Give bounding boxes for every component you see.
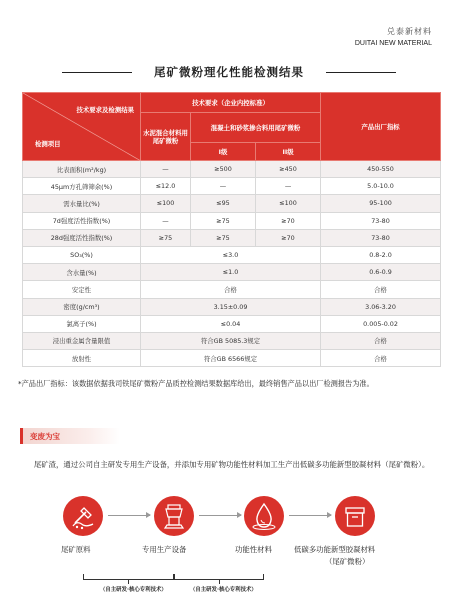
- cell-requirement: 符合GB 5085.3规定: [141, 332, 321, 349]
- footnote: *产品出厂指标：该数据依据我司铁尾矿微粉产品质控检测结果数据库给出，最终销售产品以出厂检测报告为准。: [18, 379, 374, 388]
- cell-level1-requirement: ≥75: [191, 229, 256, 246]
- cell-requirement: 符合GB 6566规定: [141, 350, 321, 367]
- cell-product-result: 合格: [321, 350, 441, 367]
- table-row: [23, 315, 441, 332]
- cell-level2-requirement: ≤100: [256, 195, 321, 212]
- table-row: [23, 178, 441, 195]
- cell-test-item: 需水量比(%): [23, 195, 141, 212]
- header-level-1: I级: [191, 143, 256, 161]
- table-row: [23, 332, 441, 349]
- cell-cement-requirement: —: [141, 212, 191, 229]
- title-rule-right: [326, 72, 396, 73]
- cell-product-result: 450-550: [321, 161, 441, 178]
- cell-level2-requirement: ≥450: [256, 161, 321, 178]
- cell-requirement: 合格: [141, 281, 321, 298]
- header-tech-requirements: 技术要求（企业内控标准）: [141, 93, 321, 113]
- step-label-3: 功能性材料: [235, 545, 272, 554]
- cell-level1-requirement: ≥75: [191, 212, 256, 229]
- table-row: [23, 264, 441, 281]
- header-cement-use: 水泥混合材料用尾矿微粉: [141, 113, 191, 161]
- cell-product-result: 合格: [321, 281, 441, 298]
- brand-name-en: DUITAI NEW MATERIAL: [354, 40, 432, 47]
- section-accent-bar: [20, 428, 23, 444]
- cell-cement-requirement: ≥75: [141, 229, 191, 246]
- cell-product-result: 合格: [321, 332, 441, 349]
- process-flow: [0, 496, 458, 614]
- cell-test-item: 45μm方孔筛筛余(%): [23, 178, 141, 195]
- table-row: [23, 229, 441, 246]
- table-row: [23, 161, 441, 178]
- cell-product-result: 0.005-0.02: [321, 315, 441, 332]
- cell-cement-requirement: ≤12.0: [141, 178, 191, 195]
- cell-cement-requirement: ≤100: [141, 195, 191, 212]
- table-row: [23, 350, 441, 367]
- cell-level1-requirement: —: [191, 178, 256, 195]
- cell-product-result: 5.0-10.0: [321, 178, 441, 195]
- droplet-icon: [244, 496, 284, 536]
- cell-test-item: 密度(g/cm³): [23, 298, 141, 315]
- section-title: 变废为宝: [30, 432, 60, 441]
- cell-test-item: 含水量(%): [23, 264, 141, 281]
- page-title: 尾矿微粉理化性能检测结果: [154, 65, 304, 79]
- cell-requirement: ≤3.0: [141, 246, 321, 263]
- cell-product-result: 0.6-0.9: [321, 264, 441, 281]
- flow-arrow-2: [199, 515, 241, 516]
- cell-test-item: 放射性: [23, 350, 141, 367]
- machine-icon: [154, 496, 194, 536]
- cell-product-result: 73-80: [321, 229, 441, 246]
- cell-test-item: 7d强度活性指数(%): [23, 212, 141, 229]
- cell-cement-requirement: —: [141, 161, 191, 178]
- header-level-2: II级: [256, 143, 321, 161]
- flow-arrow-3: [289, 515, 331, 516]
- cell-test-item: 氯离子(%): [23, 315, 141, 332]
- cell-level1-requirement: ≤95: [191, 195, 256, 212]
- cell-test-item: SO₃(%): [23, 246, 141, 263]
- cell-requirement: 3.15±0.09: [141, 298, 321, 315]
- table-row: [23, 212, 441, 229]
- bracket-1-tick: [128, 580, 129, 584]
- cell-test-item: 浸出重金属含量限值: [23, 332, 141, 349]
- step-label-4-sub: （尾矿微粉）: [325, 557, 370, 566]
- header-product-result: 产品出厂指标: [321, 93, 441, 161]
- header-concrete-use: 混凝土和砂浆掺合料用尾矿微粉: [191, 113, 321, 143]
- table-row: [23, 281, 441, 298]
- table-corner-cell: [23, 93, 141, 161]
- patent-note-1: （自主研发·核心专利技术）: [100, 587, 167, 593]
- cell-test-item: 比表面积(m²/kg): [23, 161, 141, 178]
- table-row: [23, 298, 441, 315]
- brand-name-cn: 兑泰新材料: [387, 27, 432, 36]
- cell-level2-requirement: ≥70: [256, 229, 321, 246]
- cell-level1-requirement: ≥500: [191, 161, 256, 178]
- box-icon: [335, 496, 375, 536]
- cell-test-item: 28d强度活性指数(%): [23, 229, 141, 246]
- table-row: [23, 246, 441, 263]
- cell-product-result: 3.06-3.20: [321, 298, 441, 315]
- cell-level2-requirement: ≥70: [256, 212, 321, 229]
- cell-requirement: ≤1.0: [141, 264, 321, 281]
- test-results-table: [22, 92, 441, 367]
- cell-level2-requirement: —: [256, 178, 321, 195]
- bracket-2-tick: [219, 580, 220, 584]
- corner-bottom-label: 检测项目: [35, 140, 61, 148]
- step-label-2: 专用生产设备: [142, 545, 187, 554]
- flow-arrow-1: [108, 515, 150, 516]
- corner-diagonal: [23, 93, 141, 161]
- section-header: [20, 428, 120, 444]
- step-label-4: 低碳多功能新型胶凝材料: [294, 545, 376, 554]
- cell-requirement: ≤0.04: [141, 315, 321, 332]
- cell-product-result: 0.8-2.0: [321, 246, 441, 263]
- corner-top-label: 技术要求及检测结果: [76, 106, 134, 114]
- patent-note-2: （自主研发·核心专利技术）: [190, 587, 257, 593]
- cell-product-result: 95-100: [321, 195, 441, 212]
- table-row: [23, 195, 441, 212]
- cell-test-item: 安定性: [23, 281, 141, 298]
- cell-product-result: 73-80: [321, 212, 441, 229]
- page-title-block: [0, 62, 458, 82]
- intro-paragraph: 尾矿渣，通过公司自主研发专用生产设备，并添加专用矿物功能性材料加工生产出低碳多功能新型胶凝材料（尾矿微粉）。: [33, 460, 430, 469]
- step-label-1: 尾矿原料: [61, 545, 91, 554]
- shovel-icon: [63, 496, 103, 536]
- brand: [355, 26, 432, 47]
